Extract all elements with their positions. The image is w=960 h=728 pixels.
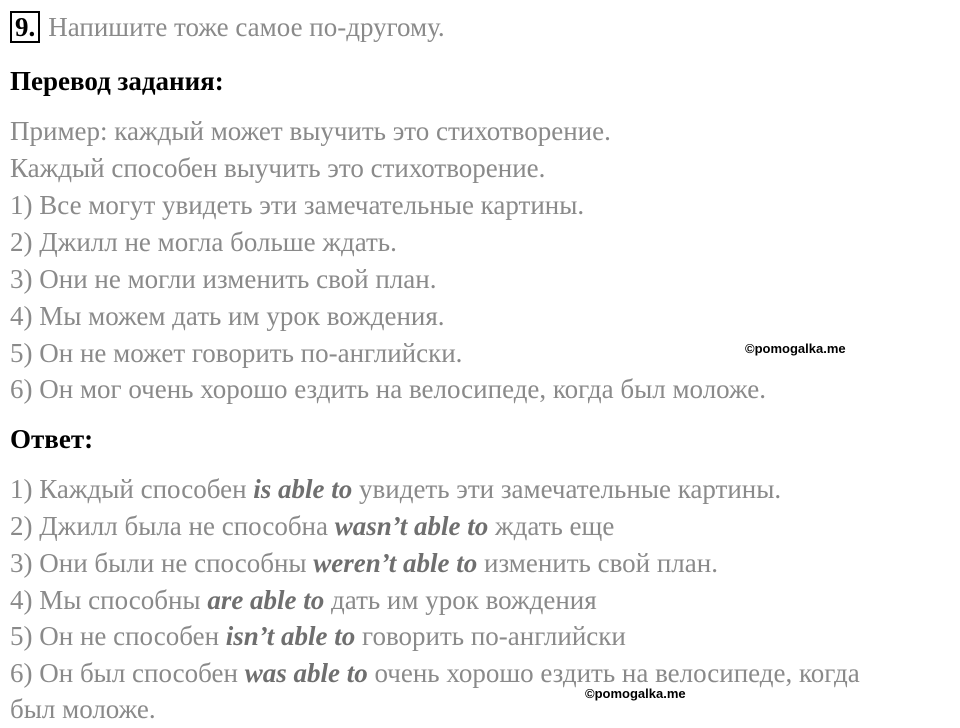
answer-text: ждать еще: [488, 511, 615, 541]
answer-phrase: was able to: [244, 658, 368, 688]
answer-phrase: weren’t able to: [313, 548, 478, 578]
answer-phrase: are able to: [207, 585, 325, 615]
translation-line: Каждый способен выучить это стихотворение.: [10, 153, 546, 183]
answer-phrase: isn’t able to: [225, 621, 356, 651]
answer-line: [10, 656, 860, 690]
answer-phrase: is able to: [253, 474, 353, 504]
answer-line: [10, 472, 781, 506]
answer-heading: Ответ:: [10, 424, 94, 454]
task-header: [10, 10, 445, 44]
answer-text: 2) Джилл была не способна: [10, 511, 335, 541]
answer-line: [10, 509, 614, 543]
watermark: ©pomogalka.me: [745, 341, 846, 356]
translation-line: 3) Они не могли изменить свой план.: [10, 264, 437, 294]
answer-text: 1) Каждый способен: [10, 474, 254, 504]
translation-heading: Перевод задания:: [10, 66, 224, 96]
translation-line: 5) Он не может говорить по-английски.: [10, 338, 463, 368]
answer-text: 4) Мы способны: [10, 585, 208, 615]
answer-phrase: wasn’t able to: [334, 511, 489, 541]
answer-line-continuation: был моложе.: [10, 694, 156, 724]
watermark: ©pomogalka.me: [585, 686, 686, 701]
task-number: 9.: [10, 11, 40, 43]
answer-line: [10, 619, 626, 653]
answer-text: 6) Он был способен: [10, 658, 245, 688]
answer-text: говорить по-английски: [355, 621, 626, 651]
translation-line: 6) Он мог очень хорошо ездить на велосипеде, когда был моложе.: [10, 374, 767, 404]
answer-text: изменить свой план.: [477, 548, 718, 578]
answer-text: увидеть эти замечательные картины.: [352, 474, 782, 504]
answer-text: 5) Он не способен: [10, 621, 226, 651]
translation-line: 1) Все могут увидеть эти замечательные картины.: [10, 190, 585, 220]
answer-text: дать им урок вождения: [324, 585, 597, 615]
translation-line: 2) Джилл не могла больше ждать.: [10, 227, 397, 257]
answer-line: [10, 546, 718, 580]
translation-line: 4) Мы можем дать им урок вождения.: [10, 301, 445, 331]
answer-line: [10, 583, 597, 617]
answer-text: 3) Они были не способны: [10, 548, 314, 578]
answer-text: очень хорошо ездить на велосипеде, когда: [367, 658, 860, 688]
translation-line: Пример: каждый может выучить это стихотворение.: [10, 116, 611, 146]
task-instruction: Напишите тоже самое по-другому.: [48, 12, 445, 42]
